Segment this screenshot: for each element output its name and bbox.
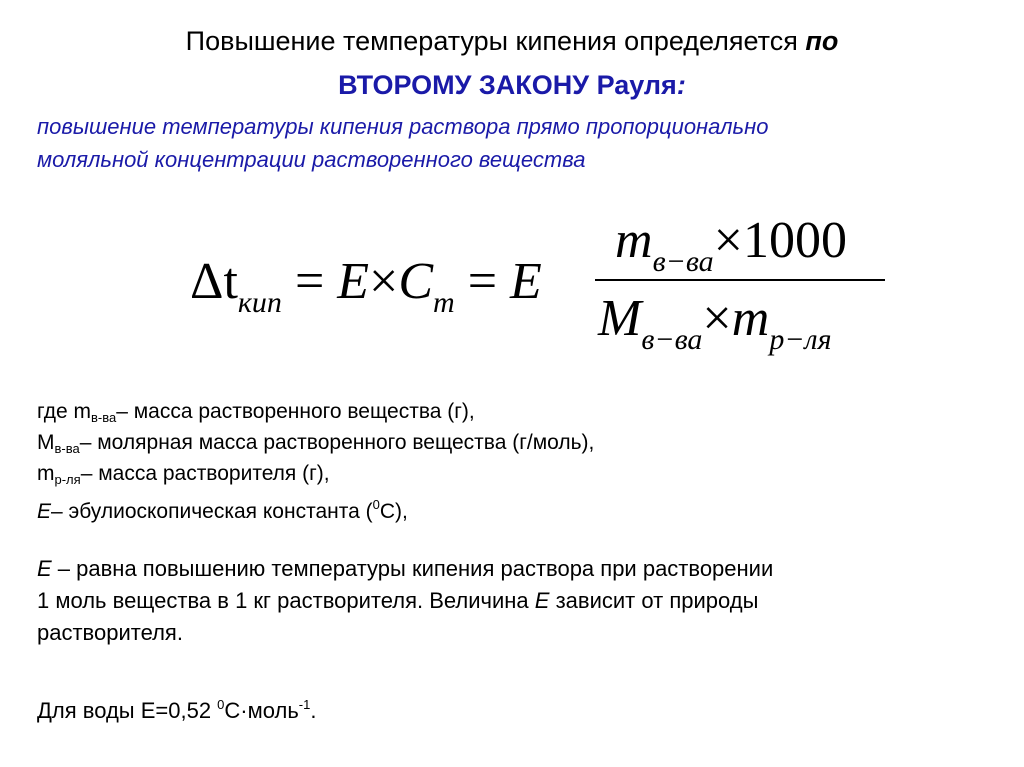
water-exponent-superscript: -1 bbox=[298, 697, 311, 712]
numerator-value: 1000 bbox=[742, 212, 847, 269]
legend-r3-prefix: m bbox=[37, 462, 55, 485]
heading-line-1 bbox=[0, 24, 1024, 58]
formula-E-2: E bbox=[510, 253, 542, 310]
legend-r4-E: E bbox=[37, 500, 52, 523]
legend-r4-text: – эбулиоскопическая константа ( bbox=[51, 500, 373, 523]
water-end: . bbox=[310, 698, 317, 723]
denominator-times: × bbox=[702, 290, 732, 347]
water-unit: С·моль bbox=[224, 698, 299, 723]
formula-delta-t: Δt bbox=[190, 253, 238, 310]
legend-r2-prefix: M bbox=[37, 431, 55, 454]
water-constant-line bbox=[37, 689, 316, 726]
definition-line-1: повышение температуры кипения раствора прямо пропорционально bbox=[37, 114, 769, 139]
legend-r1-prefix: где m bbox=[37, 400, 91, 423]
formula-equals-1: = bbox=[281, 253, 338, 310]
denominator-M-subscript: в−ва bbox=[641, 323, 703, 356]
denominator-m: m bbox=[731, 290, 770, 347]
denominator-m-subscript: р−ля bbox=[769, 323, 832, 356]
legend-row-solute-mass bbox=[37, 398, 475, 432]
legend-r1-text: – масса растворенного вещества (г), bbox=[116, 400, 475, 423]
heading-line-1-bold: по bbox=[805, 26, 839, 56]
explanation-line-2-end: зависит от природы bbox=[549, 588, 759, 613]
legend-r3-text: – масса растворителя (г), bbox=[80, 462, 330, 485]
formula-times-1: × bbox=[369, 253, 399, 310]
legend-row-molar-mass bbox=[37, 429, 594, 463]
numerator-m: m bbox=[615, 212, 653, 269]
formula-delta-t-subscript: кип bbox=[237, 286, 282, 319]
legend-r2-text: – молярная масса растворенного вещества (г/моль), bbox=[79, 431, 595, 454]
explanation-line-2 bbox=[37, 585, 758, 616]
formula-E-1: E bbox=[337, 253, 370, 310]
fraction-bar bbox=[595, 279, 885, 281]
raoult-formula bbox=[190, 200, 910, 370]
legend-r1-subscript: в-ва bbox=[90, 410, 117, 425]
explanation-E-2: E bbox=[534, 588, 550, 613]
explanation-E-1: E bbox=[37, 556, 52, 581]
heading-line-2 bbox=[0, 68, 1024, 102]
formula-C: C bbox=[398, 253, 434, 310]
heading-colon: : bbox=[676, 70, 686, 100]
legend-r2-subscript: в-ва bbox=[54, 441, 80, 456]
heading-law-name: ВТОРОМУ ЗАКОНУ Рауля bbox=[338, 70, 677, 100]
legend-r3-subscript: р-ля bbox=[54, 472, 81, 487]
legend-r4-superscript: 0 bbox=[372, 497, 380, 512]
water-degree-superscript: 0 bbox=[217, 697, 225, 712]
heading-line-1-prefix: Повышение температуры кипения определяется bbox=[185, 26, 806, 56]
explanation-line-3: растворителя. bbox=[37, 620, 183, 645]
formula-denominator bbox=[598, 290, 832, 369]
numerator-m-subscript: в−ва bbox=[652, 245, 714, 278]
formula-equals-2: = bbox=[454, 253, 511, 310]
explanation-line-1 bbox=[37, 553, 773, 584]
formula-C-subscript: m bbox=[433, 286, 455, 319]
water-prefix: Для воды Е=0,52 bbox=[37, 698, 218, 723]
legend-row-ebullioscopic-constant bbox=[37, 491, 408, 526]
legend-row-solvent-mass bbox=[37, 460, 330, 494]
explanation-line-2-text: 1 моль вещества в 1 кг растворителя. Величина bbox=[37, 588, 535, 613]
denominator-M: M bbox=[598, 290, 642, 347]
formula-left-side bbox=[190, 252, 542, 333]
numerator-times: × bbox=[713, 212, 743, 269]
legend-r4-end: С), bbox=[379, 500, 408, 523]
explanation-line-1-text: – равна повышению температуры кипения раствора при растворении bbox=[51, 556, 774, 581]
definition-line-2: моляльной концентрации растворенного вещества bbox=[37, 147, 586, 172]
